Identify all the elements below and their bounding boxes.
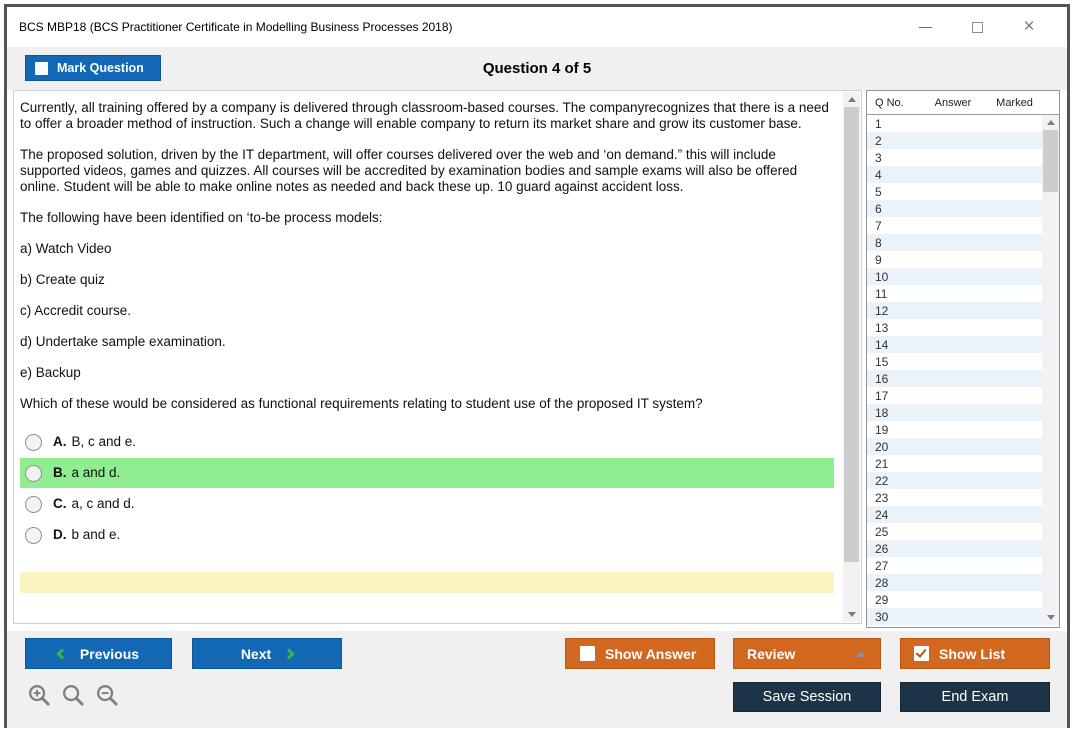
list-row[interactable]: 6 bbox=[867, 200, 1042, 217]
scrollbar-thumb[interactable] bbox=[844, 107, 859, 562]
list-scrollbar[interactable] bbox=[1042, 115, 1059, 625]
zoom-controls bbox=[27, 683, 120, 708]
question-paragraph: c) Accredit course. bbox=[20, 303, 132, 318]
list-row[interactable]: 10 bbox=[867, 268, 1042, 285]
radio-icon[interactable] bbox=[25, 496, 42, 513]
list-row[interactable]: 21 bbox=[875, 456, 889, 471]
list-row[interactable]: 4 bbox=[867, 166, 1042, 183]
list-row[interactable]: 7 bbox=[875, 218, 882, 233]
list-row[interactable]: 14 bbox=[867, 336, 1042, 353]
minimize-button[interactable] bbox=[917, 19, 933, 35]
end-exam-button[interactable] bbox=[900, 682, 1050, 712]
minimize-icon bbox=[919, 27, 932, 28]
list-row[interactable]: 28 bbox=[867, 574, 1042, 591]
scrollbar-thumb[interactable] bbox=[1043, 130, 1058, 192]
scroll-up-icon[interactable] bbox=[843, 92, 860, 107]
list-row[interactable]: 11 bbox=[875, 286, 888, 301]
question-paragraph: Currently, all training offered by a company is delivered through classroom-based courses. The companyrecognizes that there is a need to offer a broader method of instruction. Such a change will enable company to return its market share and grow its customer base. bbox=[20, 100, 829, 131]
question-paragraph: The following have been identified on ‘to-be process models: bbox=[20, 210, 383, 225]
list-row[interactable]: 2 bbox=[867, 132, 1042, 149]
show-answer-label: Show Answer bbox=[605, 645, 697, 662]
save-session-label: Save Session bbox=[762, 689, 852, 705]
column-header-qno: Q No. bbox=[875, 96, 904, 109]
column-header-answer: Answer bbox=[934, 96, 972, 109]
show-answer-button[interactable] bbox=[565, 638, 715, 669]
radio-icon[interactable] bbox=[25, 527, 42, 544]
previous-label: Previous bbox=[79, 645, 140, 662]
end-exam-label: End Exam bbox=[941, 689, 1009, 705]
radio-icon[interactable] bbox=[25, 465, 42, 482]
mark-question-label: Mark Question bbox=[57, 61, 144, 75]
header-bar bbox=[7, 47, 1067, 90]
list-row[interactable]: 30 bbox=[867, 608, 1042, 625]
option-text: b and e. bbox=[71, 527, 121, 542]
scroll-down-icon[interactable] bbox=[843, 607, 860, 622]
answer-option-a[interactable] bbox=[20, 427, 834, 457]
question-content bbox=[14, 91, 843, 623]
list-row[interactable]: 1 bbox=[875, 116, 882, 131]
yellow-info-bar bbox=[20, 572, 834, 593]
window-title: BCS MBP18 (BCS Practitioner Certificate in Modelling Business Processes 2018) bbox=[19, 20, 453, 34]
list-row[interactable]: 23 bbox=[875, 490, 889, 505]
question-paragraph: e) Backup bbox=[20, 365, 81, 380]
window-controls bbox=[917, 16, 1067, 37]
main-area bbox=[7, 90, 1067, 631]
answer-options bbox=[20, 427, 831, 550]
save-session-button[interactable] bbox=[733, 682, 881, 712]
question-list-header bbox=[867, 91, 1059, 115]
chevron-right-icon bbox=[284, 648, 295, 659]
chevron-left-icon bbox=[56, 648, 67, 659]
title-bar bbox=[7, 7, 1067, 47]
list-row[interactable]: 26 bbox=[867, 540, 1042, 557]
question-paragraph: Which of these would be considered as functional requirements relating to student use of the proposed IT system? bbox=[20, 396, 703, 411]
list-row[interactable]: 24 bbox=[867, 506, 1042, 523]
question-scrollbar[interactable] bbox=[843, 92, 860, 622]
list-row[interactable]: 18 bbox=[867, 404, 1042, 421]
list-row[interactable]: 17 bbox=[875, 388, 889, 403]
question-paragraph: a) Watch Video bbox=[20, 241, 112, 256]
show-list-label: Show List bbox=[939, 645, 1006, 662]
list-row[interactable]: 12 bbox=[867, 302, 1042, 319]
answer-option-c[interactable] bbox=[20, 489, 834, 519]
question-panel bbox=[13, 90, 862, 624]
column-header-marked: Marked bbox=[996, 96, 1033, 109]
question-paragraph: d) Undertake sample examination. bbox=[20, 334, 226, 349]
next-label: Next bbox=[240, 645, 272, 662]
list-row[interactable]: 20 bbox=[867, 438, 1042, 455]
review-label: Review bbox=[747, 645, 796, 662]
list-row[interactable]: 8 bbox=[867, 234, 1042, 251]
option-letter: A. bbox=[53, 434, 67, 449]
list-row[interactable]: 27 bbox=[875, 558, 889, 573]
review-button[interactable] bbox=[733, 638, 881, 669]
next-button[interactable] bbox=[192, 638, 342, 669]
question-paragraph: The proposed solution, driven by the IT department, will offer courses delivered over the web and ‘on demand.” this will include supported videos, games and quizzes. All courses will be accredited by examination bodies and sample exams will also be offered online. Student will be able to make online notes as needed and back these up. 10 guard against accident loss. bbox=[20, 147, 798, 194]
close-button[interactable] bbox=[1021, 16, 1037, 37]
question-list-body bbox=[867, 115, 1042, 625]
question-list-panel bbox=[866, 90, 1060, 628]
previous-button[interactable] bbox=[25, 638, 172, 669]
list-row[interactable]: 25 bbox=[875, 524, 889, 539]
show-list-checkbox[interactable] bbox=[914, 646, 929, 661]
option-text: a, c and d. bbox=[71, 496, 135, 511]
scroll-down-icon[interactable] bbox=[1042, 610, 1059, 625]
zoom-in-icon[interactable] bbox=[27, 683, 52, 708]
maximize-icon bbox=[972, 22, 983, 33]
list-row[interactable]: 3 bbox=[875, 150, 882, 165]
list-row[interactable]: 29 bbox=[875, 592, 889, 607]
radio-icon[interactable] bbox=[25, 434, 42, 451]
option-letter: C. bbox=[53, 496, 67, 511]
app-window bbox=[4, 4, 1070, 728]
footer-toolbar bbox=[7, 631, 1067, 728]
option-text: B, c and e. bbox=[71, 434, 137, 449]
question-counter: Question 4 of 5 bbox=[482, 60, 592, 77]
list-row[interactable]: 22 bbox=[867, 472, 1042, 489]
question-paragraph: b) Create quiz bbox=[20, 272, 105, 287]
zoom-reset-icon[interactable] bbox=[61, 683, 86, 708]
scroll-up-icon[interactable] bbox=[1042, 115, 1059, 130]
list-row[interactable]: 9 bbox=[875, 252, 882, 267]
show-answer-checkbox[interactable] bbox=[580, 646, 595, 661]
list-row[interactable]: 13 bbox=[875, 320, 889, 335]
show-list-button[interactable] bbox=[900, 638, 1050, 669]
answer-option-b[interactable] bbox=[20, 458, 834, 488]
triangle-up-icon bbox=[856, 651, 866, 657]
zoom-out-icon[interactable] bbox=[95, 683, 120, 708]
option-letter: D. bbox=[53, 527, 67, 542]
maximize-button[interactable] bbox=[969, 19, 985, 35]
close-icon: × bbox=[1023, 16, 1035, 37]
option-text: a and d. bbox=[71, 465, 121, 480]
answer-option-d[interactable] bbox=[20, 520, 834, 550]
list-row[interactable]: 5 bbox=[875, 184, 882, 199]
option-letter: B. bbox=[53, 465, 67, 480]
list-row[interactable]: 19 bbox=[875, 422, 889, 437]
list-row[interactable]: 15 bbox=[875, 354, 889, 369]
list-row[interactable]: 16 bbox=[867, 370, 1042, 387]
